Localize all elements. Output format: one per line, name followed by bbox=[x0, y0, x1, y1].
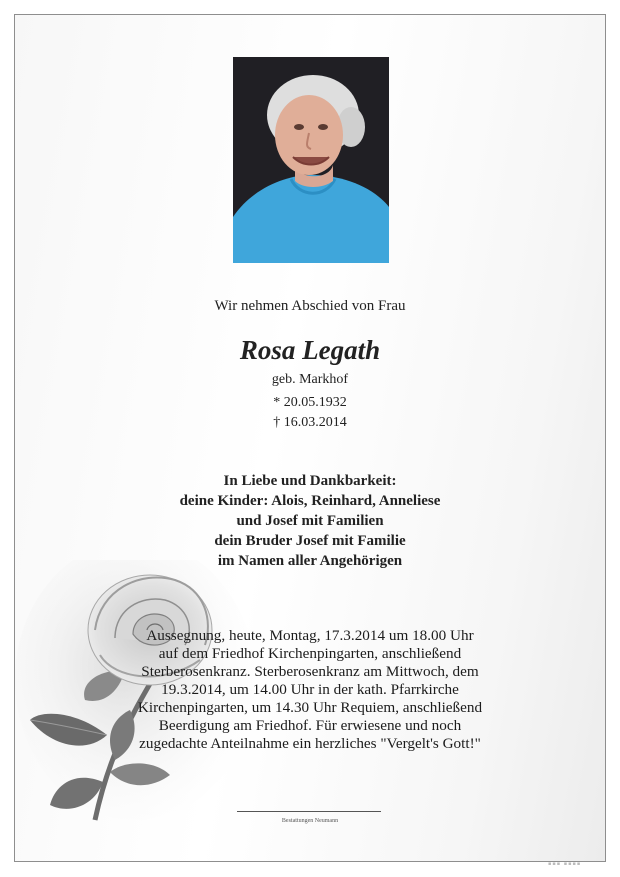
service-line: Aussegnung, heute, Montag, 17.3.2014 um 18.00 Uhr bbox=[146, 627, 474, 644]
service-line: Kirchenpingarten, um 14.30 Uhr Requiem, anschließend bbox=[137, 699, 483, 716]
portrait-illustration bbox=[233, 57, 389, 263]
birth-name: geb. Markhof bbox=[271, 372, 349, 387]
signature-divider bbox=[237, 811, 381, 812]
mourners-line: und Josef mit Familien bbox=[236, 513, 384, 529]
intro-line: Wir nehmen Abschied von Frau bbox=[214, 298, 406, 314]
portrait-photo bbox=[233, 57, 389, 263]
service-line: Sterberosenkranz. Sterberosenkranz am Mittwoch, dem bbox=[141, 663, 479, 680]
mourners-line: im Namen aller Angehörigen bbox=[217, 553, 403, 569]
service-line: auf dem Friedhof Kirchenpingarten, anschließend bbox=[158, 645, 462, 662]
birth-date: * 20.05.1932 bbox=[273, 395, 347, 410]
mourners-block bbox=[15, 471, 605, 571]
watermark-icon: ▪▪▪ ▪▪▪▪ bbox=[548, 861, 582, 867]
service-line: Beerdigung am Friedhof. Für erwiesene und noch bbox=[158, 717, 462, 734]
mourners-line: In Liebe und Dankbarkeit: bbox=[223, 473, 397, 489]
service-line: 19.3.2014, um 14.00 Uhr in der kath. Pfarrkirche bbox=[161, 681, 459, 698]
undertaker-name: Bestattungen Neumann bbox=[281, 818, 339, 824]
service-line: zugedachte Anteilnahme ein herzliches "Vergelt's Gott!" bbox=[139, 735, 481, 752]
obituary-card bbox=[14, 14, 606, 862]
mourners-line: deine Kinder: Alois, Reinhard, Anneliese bbox=[179, 493, 441, 509]
service-details bbox=[15, 627, 605, 753]
mourners-line: dein Bruder Josef mit Familie bbox=[214, 533, 406, 549]
deceased-name: Rosa Legath bbox=[239, 335, 381, 365]
death-date: † 16.03.2014 bbox=[273, 415, 347, 430]
